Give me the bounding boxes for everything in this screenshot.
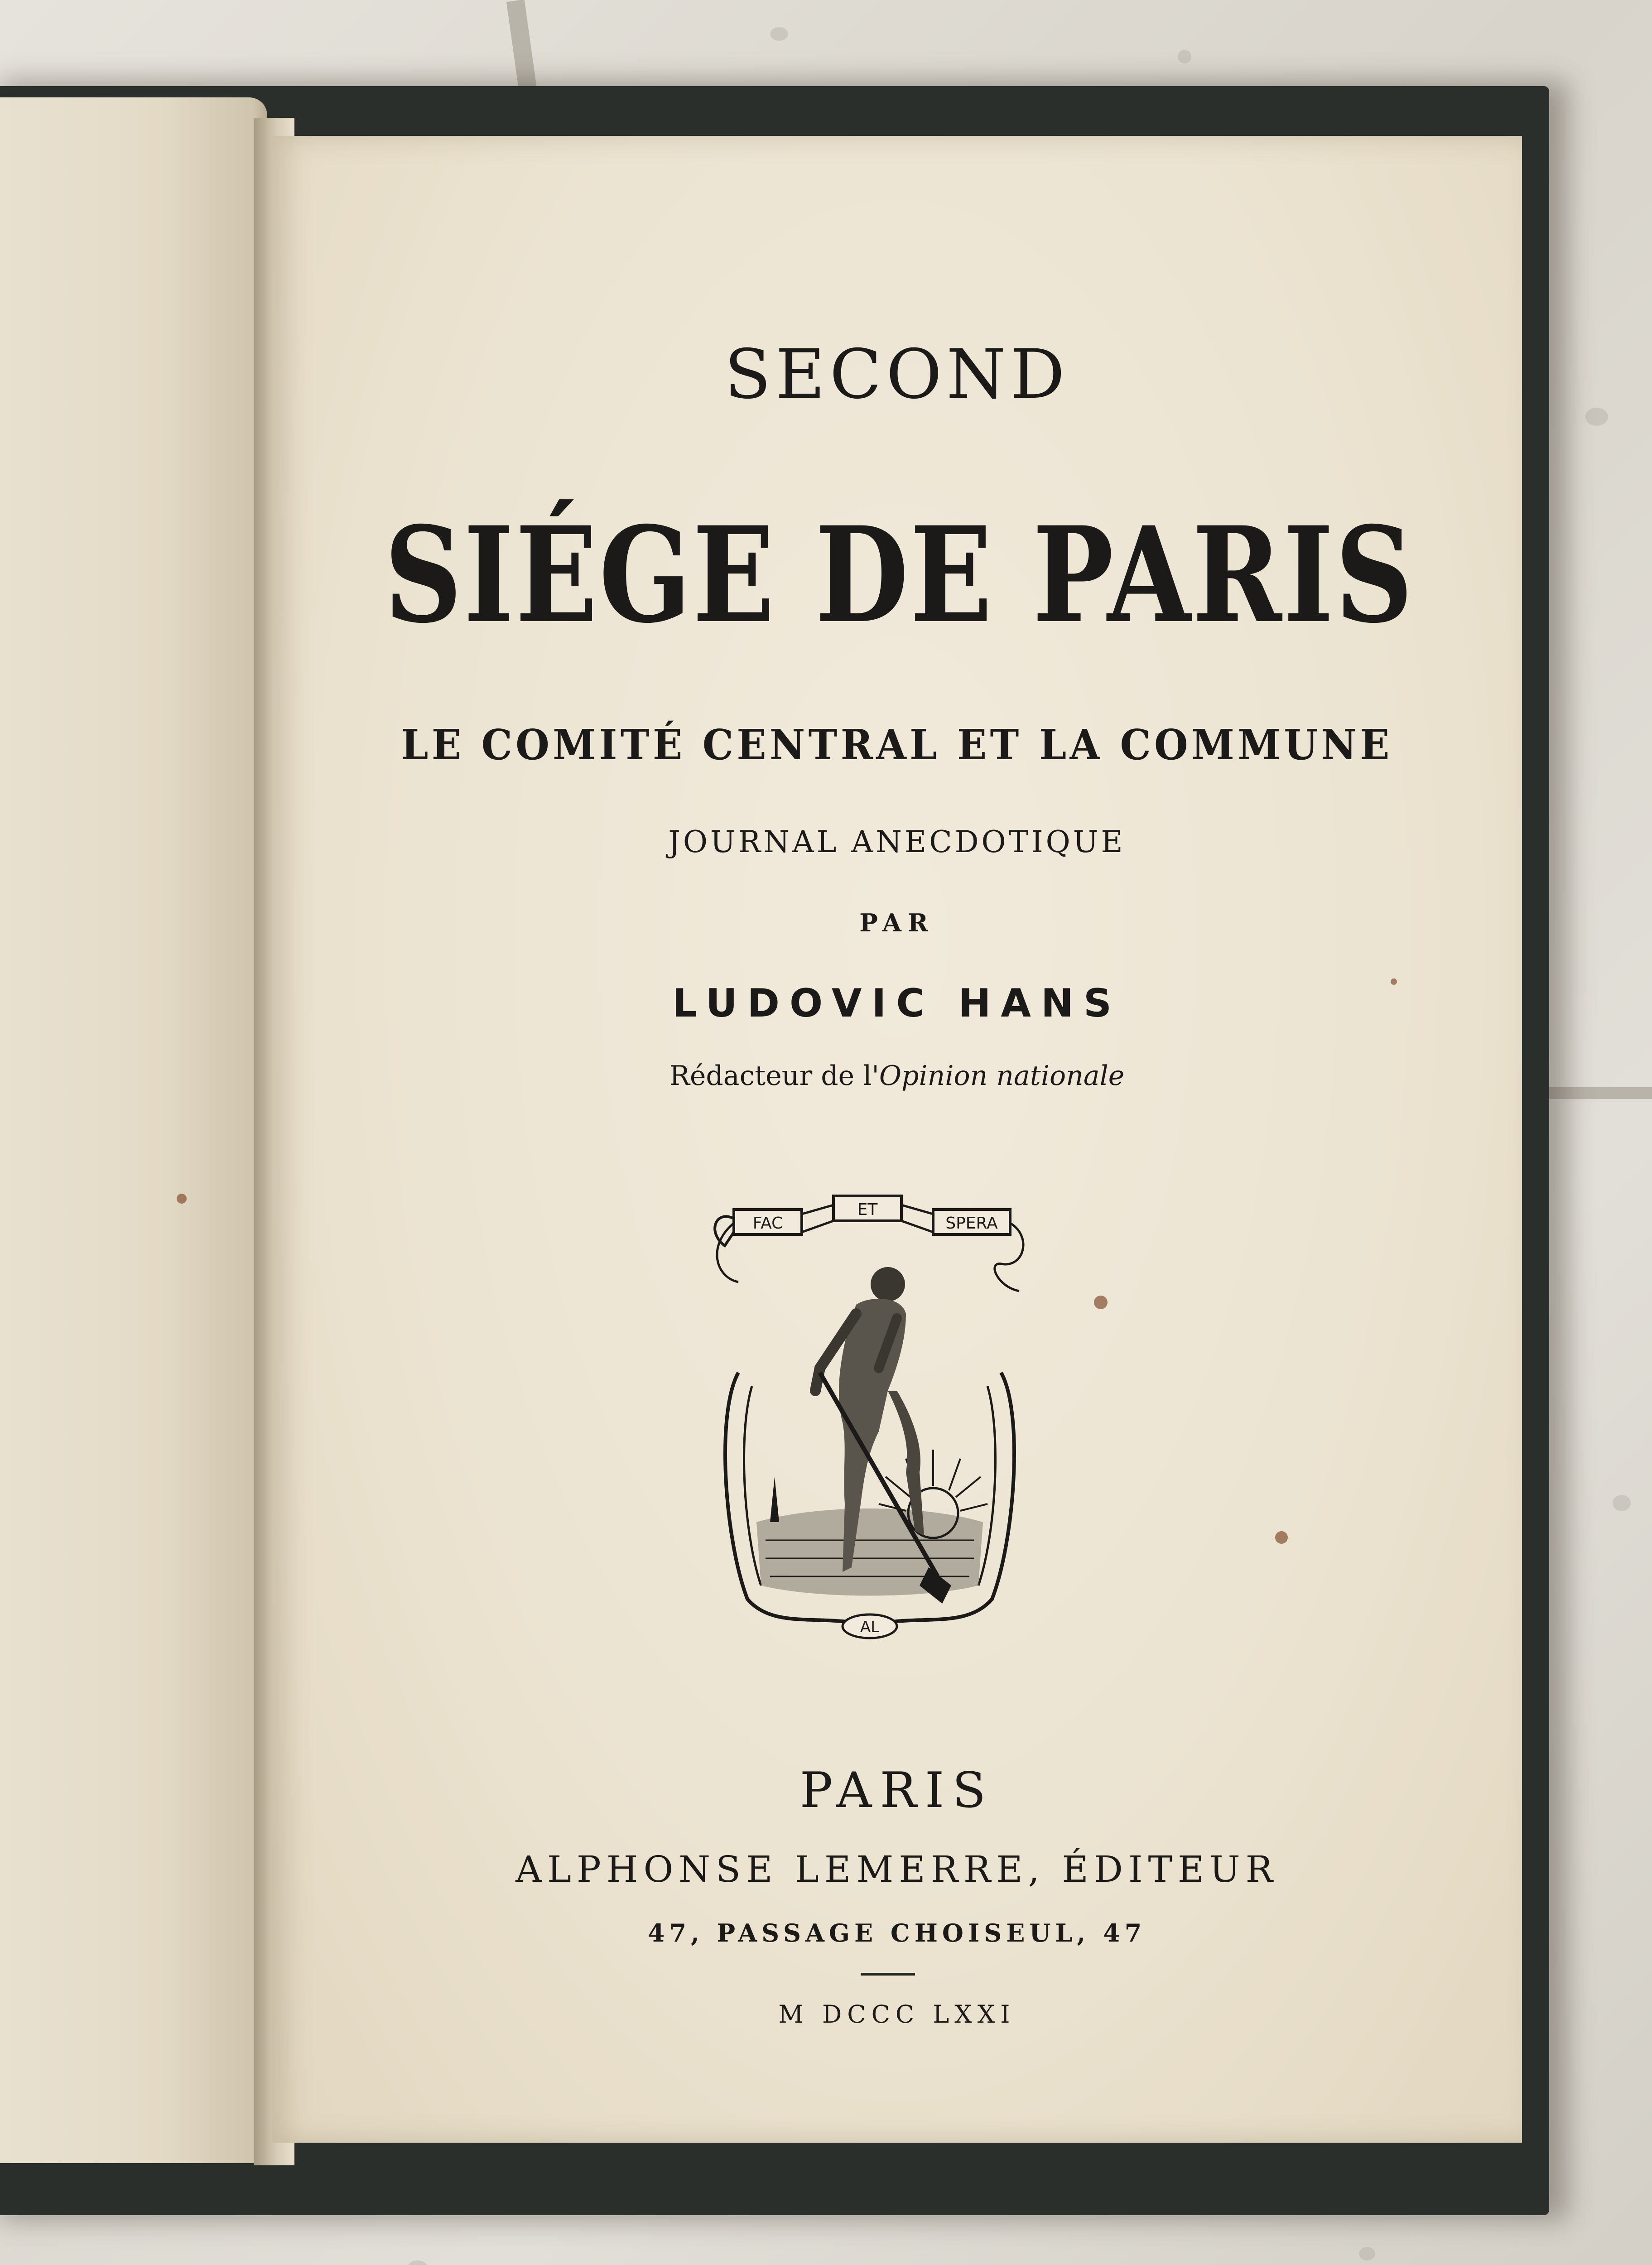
author-role-prefix: Rédacteur de l' bbox=[669, 1060, 879, 1092]
motto-word-fac: FAC bbox=[752, 1214, 783, 1233]
foxing-spot bbox=[1094, 1296, 1108, 1309]
wall-speck bbox=[1359, 2247, 1375, 2260]
wall-speck bbox=[1613, 1495, 1631, 1511]
imprint-city: PARIS bbox=[800, 1762, 994, 1819]
landscape-engraving bbox=[756, 1450, 987, 1596]
left-page bbox=[0, 97, 267, 2163]
motto-word-spera: SPERA bbox=[945, 1214, 998, 1233]
by-line: PAR bbox=[859, 908, 934, 937]
wall-speck bbox=[1585, 408, 1608, 426]
motto-banner bbox=[715, 1196, 1023, 1291]
wall-speck bbox=[1178, 50, 1191, 63]
foxing-spot bbox=[177, 1194, 187, 1204]
monogram-al: AL bbox=[860, 1618, 880, 1636]
subtitle: LE COMITÉ CENTRAL ET LA COMMUNE bbox=[401, 720, 1393, 769]
main-title: SIÉGE DE PARIS bbox=[384, 498, 1415, 652]
wall-speck bbox=[770, 27, 788, 41]
title-page bbox=[272, 136, 1522, 2143]
church-spire bbox=[770, 1477, 779, 1522]
monogram-cartouche bbox=[843, 1614, 897, 1638]
motto-word-et: ET bbox=[857, 1200, 878, 1219]
wall-speck bbox=[408, 2260, 428, 2265]
imprint-address: 47, PASSAGE CHOISEUL, 47 bbox=[647, 1918, 1146, 1947]
foxing-spot bbox=[1275, 1531, 1288, 1544]
author-role bbox=[272, 1060, 1522, 1092]
title-line-second: SECOND bbox=[724, 335, 1069, 414]
imprint-rule bbox=[861, 1973, 915, 1976]
author-role-publication: Opinion nationale bbox=[879, 1060, 1125, 1092]
publisher-device-vignette bbox=[707, 1178, 1033, 1640]
author-name: LUDOVIC HANS bbox=[672, 981, 1122, 1026]
imprint-date: M DCCC LXXI bbox=[778, 2000, 1016, 2029]
genre-line: JOURNAL ANECDOTIQUE bbox=[668, 824, 1126, 859]
imprint-publisher: ALPHONSE LEMERRE, ÉDITEUR bbox=[515, 1848, 1278, 1890]
